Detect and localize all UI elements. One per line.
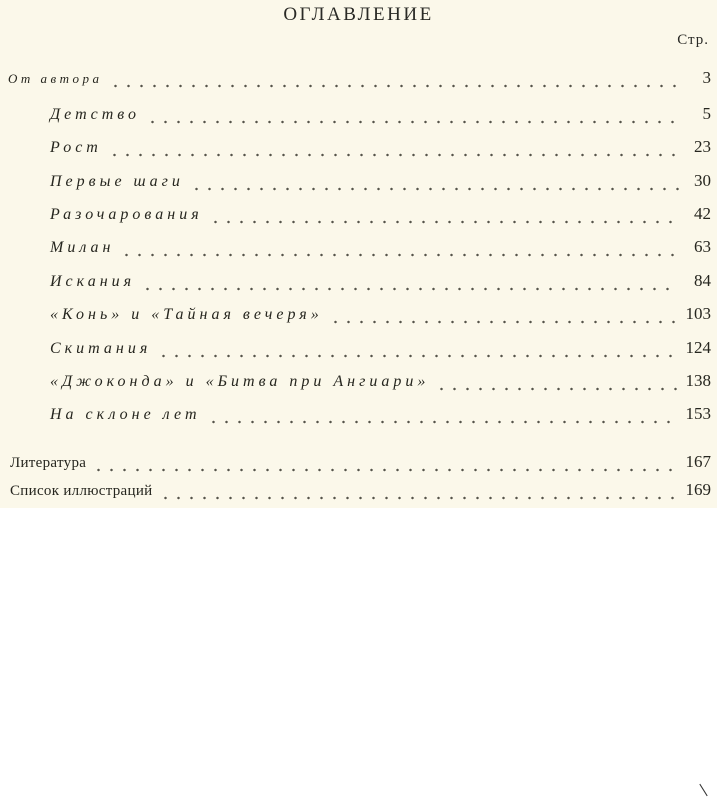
dot-leader: [146, 120, 679, 124]
toc-entry-label: От автора: [8, 71, 103, 86]
toc-entry-label: На склоне лет: [50, 406, 201, 423]
toc-entry: [50, 371, 711, 397]
toc-entry-label: Литература: [10, 455, 87, 471]
toc-entry-label: «Джоконда» и «Битва при Ангиари»: [50, 373, 430, 390]
toc-entry-page: 5: [702, 104, 711, 123]
toc-entry: [50, 271, 711, 297]
toc-entry-page: 23: [694, 137, 711, 156]
toc-entry-page: 169: [685, 480, 711, 499]
toc-entry-label: Первые шаги: [50, 173, 184, 190]
toc-entry: [50, 404, 711, 430]
toc-entry-page: 30: [694, 171, 711, 190]
dot-leader: [190, 187, 679, 191]
toc-entry: [50, 338, 711, 364]
dot-leader: [141, 287, 679, 291]
toc-entry-page: 167: [685, 452, 711, 471]
dot-leader: [157, 354, 677, 358]
toc-entry: [50, 171, 711, 197]
toc-entry: [50, 104, 711, 130]
dot-leader: [209, 220, 679, 224]
toc-entry-label: «Конь» и «Тайная вечеря»: [50, 306, 323, 323]
toc-entry-page: 138: [685, 371, 711, 390]
toc-entry-page: 42: [694, 204, 711, 223]
dot-leader: [92, 468, 677, 472]
toc-entry-label: Милан: [50, 239, 115, 256]
toc-entry-label: Список иллюстраций: [10, 483, 153, 499]
toc-entry: [10, 480, 711, 506]
toc-entry-page: 103: [685, 304, 711, 323]
toc-entry-label: Детство: [50, 106, 141, 123]
dot-leader: [120, 253, 679, 257]
toc-entry: [50, 137, 711, 163]
dot-leader: [329, 320, 678, 324]
toc-entry-label: Рост: [50, 139, 102, 156]
toc-entry-label: Разочарования: [50, 206, 203, 223]
toc-entry: [10, 452, 711, 478]
toc-entry-page: 124: [685, 338, 711, 357]
toc-entry-label: Скитания: [50, 340, 152, 357]
toc-entry: [50, 304, 711, 330]
pages-column-header: Стр.: [677, 32, 709, 48]
toc-entry-page: 84: [694, 271, 711, 290]
dot-leader: [207, 420, 678, 424]
dot-leader: [109, 84, 679, 88]
toc-entry-page: 63: [694, 237, 711, 256]
dot-leader: [435, 387, 677, 391]
toc-entry: [8, 68, 711, 94]
dot-leader: [108, 153, 679, 157]
toc-entry-page: 3: [702, 68, 711, 87]
toc-entry: [50, 237, 711, 263]
dot-leader: [159, 496, 678, 500]
toc-entry-label: Искания: [50, 273, 136, 290]
scan-artifact-mark: [699, 784, 707, 796]
page-title: ОГЛАВЛЕНИЕ: [283, 4, 434, 25]
toc-entry: [50, 204, 711, 230]
toc-entry-page: 153: [685, 404, 711, 423]
